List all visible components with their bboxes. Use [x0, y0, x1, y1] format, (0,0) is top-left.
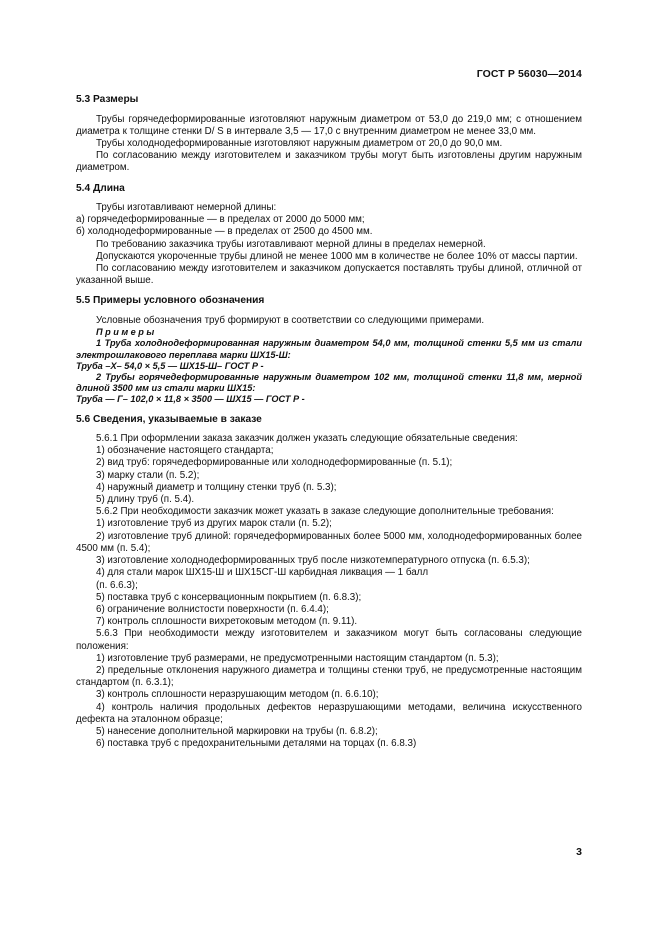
list-item: а) горячедеформированные — в пределах от 2000 до 5000 мм; — [76, 214, 365, 226]
list-item: 1) обозначение настоящего стандарта; — [96, 445, 274, 457]
document-body — [76, 94, 582, 750]
list-item: 6) поставка труб с предохранительными деталями на торцах (п. 6.8.3) — [96, 738, 417, 750]
list-item: 4) наружный диаметр и толщину стенки труб (п. 5.3); — [96, 481, 337, 493]
examples-block — [76, 327, 582, 405]
list-item: 1) изготовление труб размерами, не предусмотренными настоящим стандартом (п. 5.3); — [96, 652, 499, 664]
example-text: 1 Труба холоднодеформированная наружным диаметром 54,0 мм, толщиной стенки 5,5 мм из стали электрошлакового переплава марки ШХ15-Ш: — [76, 338, 582, 360]
example-code: Труба –Х– 54,0 × 5,5 — ШХ15-Ш– ГОСТ Р - — [76, 360, 264, 371]
section-title: 5.5 Примеры условного обозначения — [76, 295, 265, 307]
paragraph: 5.6.2 При необходимости заказчик может указать в заказе следующие дополнительные требования: — [96, 506, 554, 518]
paragraph: Трубы холоднодеформированные изготовляют наружным диаметром от 20,0 до 90,0 мм. — [96, 137, 503, 149]
section-5-4 — [76, 183, 582, 288]
list-item: 3) контроль сплошности неразрушающим методом (п. 6.6.10); — [96, 689, 379, 701]
section-title: 5.6 Сведения, указываемые в заказе — [76, 413, 262, 425]
list-item: 4) для стали марок ШХ15-Ш и ШХ15СГ-Ш карбидная ликвация — 1 балл — [96, 567, 429, 579]
paragraph: По согласованию между изготовителем и заказчиком допускается поставлять трубы длиной, отличной от указанной выше. — [76, 263, 582, 287]
example-code: Труба — Г– 102,0 × 11,8 × 3500 — ШХ15 — ГОСТ Р - — [76, 394, 305, 405]
paragraph: По требованию заказчика трубы изготавливают мерной длины в пределах немерной. — [96, 238, 486, 250]
list-item: 4) контроль наличия продольных дефектов неразрушающими методами, величина искусственного дефекта на эталонном образце; — [76, 701, 582, 725]
paragraph: Допускаются укороченные трубы длиной не менее 1000 мм в количестве не более 10% от массы партии. — [96, 250, 578, 262]
paragraph: По согласованию между изготовителем и заказчиком трубы могут быть изготовлены другим наружным диаметром. — [76, 150, 582, 174]
section-5-5 — [76, 295, 582, 405]
list-item: 2) изготовление труб длиной: горячедеформированных более 5000 мм, холоднодеформированных более 4500 мм (п. 5.4); — [76, 530, 582, 554]
list-item: 5) нанесение дополнительной маркировки на трубы (п. 6.8.2); — [96, 725, 378, 737]
list-item: 2) предельные отклонения наружного диаметра и толщины стенки труб, не предусмотренные настоящим стандартом (п. 6.3.1); — [76, 664, 582, 689]
page-number: 3 — [576, 846, 582, 858]
list-item: 1) изготовление труб из других марок стали (п. 5.2); — [96, 518, 332, 530]
example-text: 2 Трубы горячедеформированные наружным диаметром 102 мм, толщиной стенки 11,8 мм, мерной длиной 3500 мм из стали марки ШХ15: — [76, 371, 582, 394]
list-item: 3) изготовление холоднодеформированных труб после низкотемпературного отпуска (п. 6.5.3); — [96, 555, 530, 567]
section-5-3 — [76, 94, 582, 175]
list-item: 5) длину труб (п. 5.4). — [96, 494, 195, 506]
standard-code-header: ГОСТ Р 56030—2014 — [476, 68, 582, 80]
paragraph: Трубы изготавливают немерной длины: — [96, 202, 277, 214]
paragraph: Трубы горячедеформированные изготовляют наружным диаметром от 53,0 до 219,0 мм; с отношением диаметра к толщине стенки D/ S в интервале 3,5 — 17,0 с внутренним диаметром не менее 33,0 мм. — [76, 113, 582, 137]
list-item: 5) поставка труб с консервационным покрытием (п. 6.8.3); — [96, 591, 362, 603]
paragraph: Условные обозначения труб формируют в соответствии со следующими примерами. — [96, 314, 485, 326]
paragraph: 5.6.1 При оформлении заказа заказчик должен указать следующие обязательные сведения: — [96, 433, 518, 445]
list-item: 3) марку стали (п. 5.2); — [96, 469, 200, 481]
section-title: 5.3 Размеры — [76, 94, 139, 105]
examples-heading: Примеры — [96, 327, 157, 338]
list-item-continuation: (п. 6.6.3); — [96, 579, 138, 591]
list-item: 6) ограничение волнистости поверхности (п. 6.4.4); — [96, 603, 329, 615]
section-5-6 — [76, 414, 582, 751]
section-title: 5.4 Длина — [76, 182, 125, 194]
list-item: б) холоднодеформированные — в пределах от 2500 до 4500 мм. — [76, 226, 373, 238]
paragraph: 5.6.3 При необходимости между изготовителем и заказчиком могут быть согласованы следующие положения: — [76, 628, 582, 652]
list-item: 2) вид труб: горячедеформированные или холоднодеформированные (п. 5.1); — [96, 457, 453, 469]
list-item: 7) контроль сплошности вихретоковым методом (п. 9.11). — [96, 616, 358, 628]
